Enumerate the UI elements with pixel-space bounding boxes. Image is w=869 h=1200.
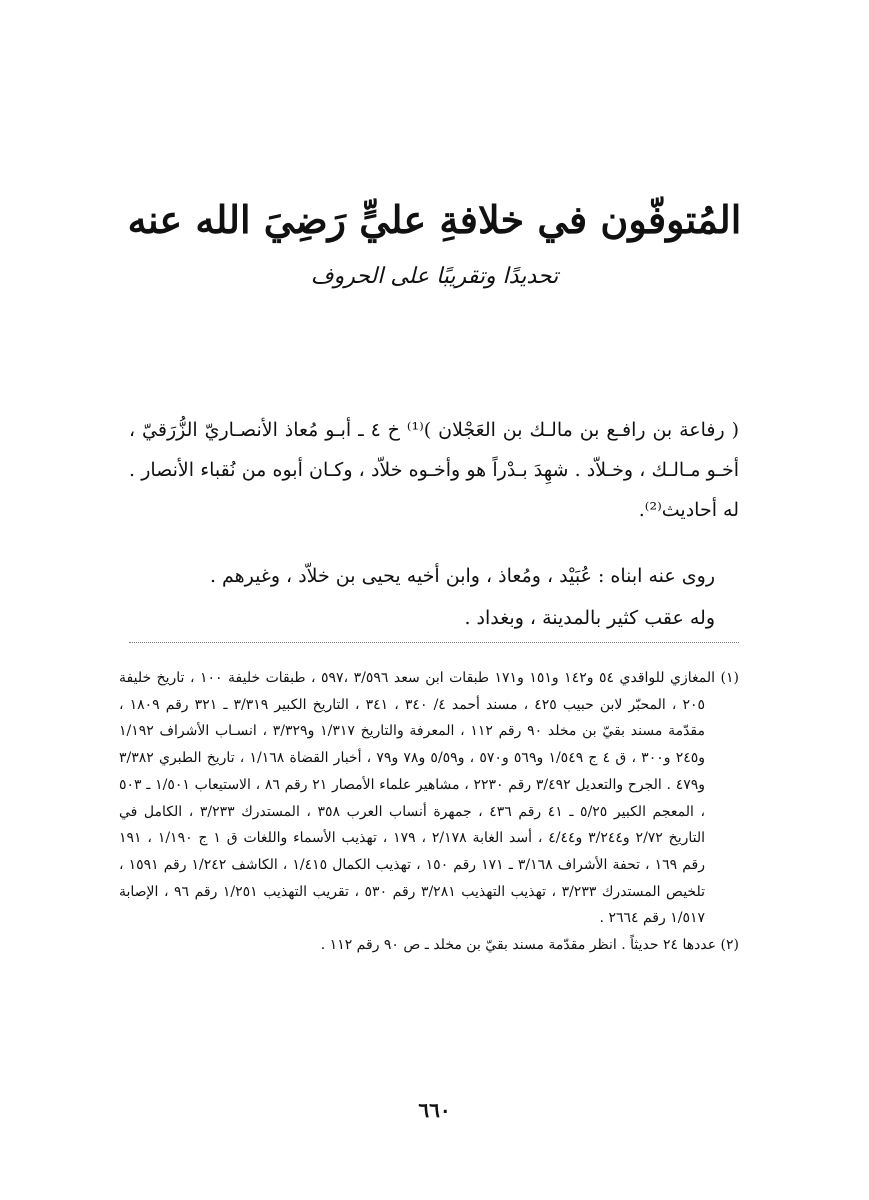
entry-text: ( رفاعة بن رافـع بن مالـك بن العَجْلان )⁽¹⁾ خ ٤ ـ أبـو مُعاذ الأنصـاريّ الزُّرَقيّ ، أخـو مـالـك ، وخـلاّد . شهِدَ بـدْراً هو وأخـوه خلاّد ، وكـان أبوه من نُقباء الأنصار . له أحاديث⁽²⁾.	[129, 419, 739, 521]
footnote-2	[119, 932, 739, 959]
biography-entry	[129, 410, 739, 530]
page-title: المُتوفّون في خلافةِ عليٍّ رَضِيَ الله عنه	[127, 197, 742, 242]
lineage-line: وله عقب كثير بالمدينة ، وبغداد .	[464, 607, 715, 629]
footnote-2-marker: (٢)	[720, 937, 739, 954]
footnote-divider	[129, 642, 739, 643]
page-subtitle: تحديدًا وتقريبًا على الحروف	[310, 264, 559, 289]
narrators-section	[129, 555, 739, 639]
footnote-1-marker: (١)	[720, 670, 740, 686]
footnote-2-text: عددها ٢٤ حديثاً . انظر مقدّمة مسند بقيّ بن مخلد ـ ص ٩٠ رقم ١١٢ .	[320, 937, 717, 954]
footnote-1	[119, 665, 739, 932]
footnotes	[119, 665, 739, 959]
footnote-1-text: المغازي للواقدي ٥٤ و١٤٢ و١٥١ و١٧١ طبقات ابن سعد ٣/٥٩٦ ،٥٩٧ ، طبقات خليفة ١٠٠ ، تاريخ خليفة ٢٠٥ ، المحبّر لابن حبيب ٤٢٥ ، مسند أحمد ٤/ ٣٤٠ ، ٣٤١ ، التاريخ الكبير ٣/٣١٩ ـ ٣٢١ رقم ١٨٠٩ ، مقدّمة مسند بقيّ بن مخلد ٩٠ رقم ١١٢ ، المعرفة والتاريخ ١/٣١٧ و٣/٣٢٩ ، انسـاب الأشراف ١/١٩٢ و٢٤٥ و٣٠٠ ، ق ٤ ج ١/٥٤٩ و٥٦٩ و٥٧٠ ، و٥/٥٩ و٧٨ و٧٩ ، أخبار القضاة ١/١٦٨ ، تاريخ الطبري ٣/٣٨٢ و٤٧٩ . الجرح والتعديل ٣/٤٩٢ رقم ٢٢٣٠ ، مشاهير علماء الأمصار ٢١ رقم ٨٦ ، الاستيعاب ١/٥٠١ ـ ٥٠٣ ، المعجم الكبير ٥/٢٥ ـ ٤١ رقم ٤٣٦ ، جمهرة أنساب العرب ٣٥٨ ، المستدرك ٣/٢٣٣ ، الكامل في التاريخ ٢/٧٢ و٣/٢٤٤ و٤/٤٤ ، أسد الغابة ٢/١٧٨ ، ١٧٩ ، تهذيب الأسماء واللغات ق ١ ج ١/١٩٠ ، ١٩١ رقم ١٦٩ ، تحفة الأشراف ٣/١٦٨ ـ ١٧١ رقم ١٥٠ ، تهذيب الكمال ١/٤١٥ ، الكاشف ١/٢٤٢ رقم ١٥٩١ ، تلخيص المستدرك ٣/٢٣٣ ، تهذيب التهذيب ٣/٢٨١ رقم ٥٣٠ ، تقريب التهذيب ١/٢٥١ رقم ٩٦ ، الإصابة ١/٥١٧ رقم ٢٦٦٤ .	[119, 670, 716, 927]
page-number: ٦٦٠	[418, 1098, 451, 1122]
narrators-line: روى عنه ابناه : عُبَيْد ، ومُعاذ ، وابن أخيه يحيى بن خلاّد ، وغيرهم .	[209, 565, 715, 587]
